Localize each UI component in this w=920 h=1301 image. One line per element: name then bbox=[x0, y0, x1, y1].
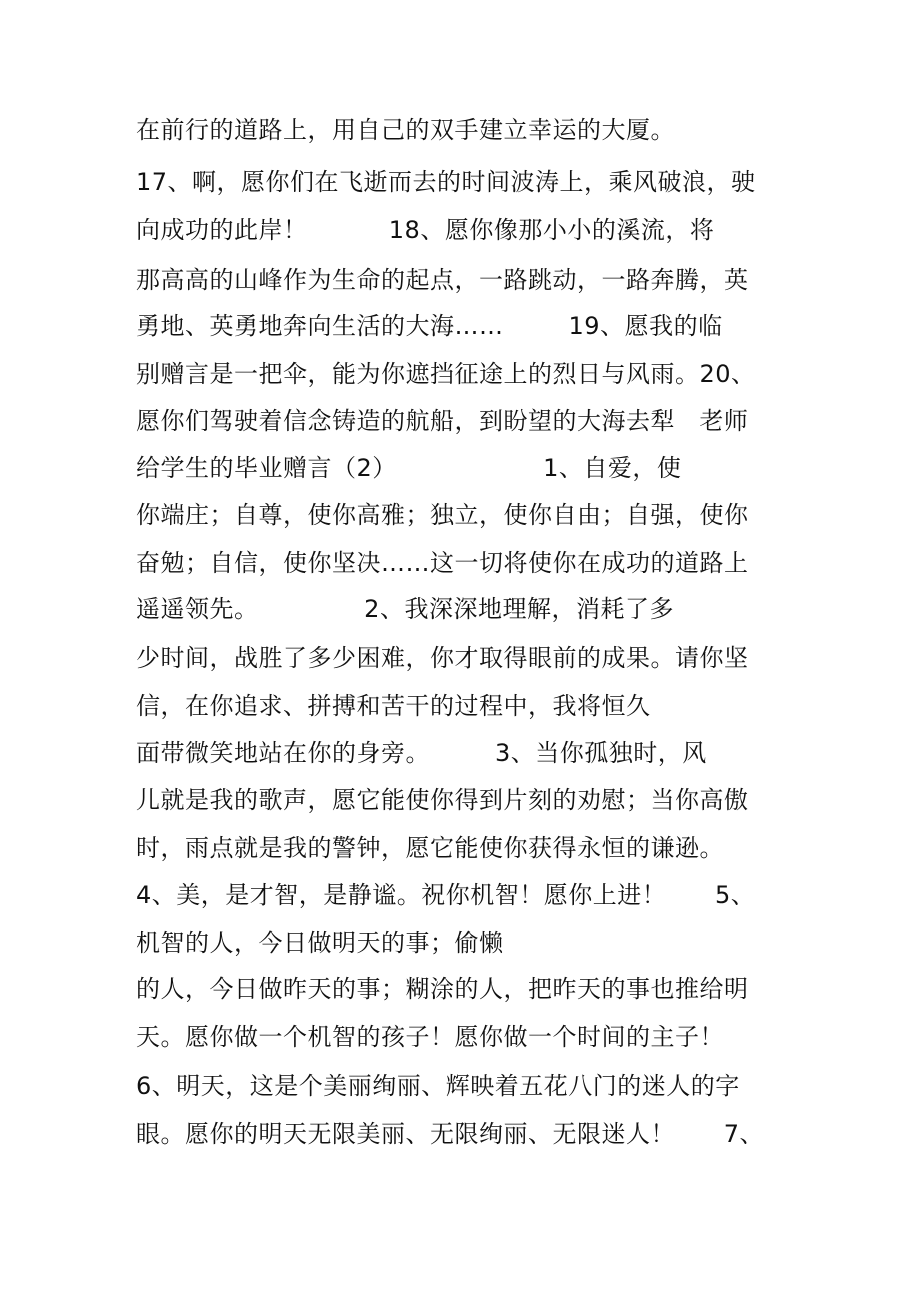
text-line: 面带微笑地站在你的身旁。 3、当你孤独时，风 bbox=[136, 739, 707, 767]
text-line: 眼。愿你的明天无限美丽、无限绚丽、无限迷人！ 7、 bbox=[136, 1120, 765, 1148]
text-line: 愿你们驾驶着信念铸造的航船，到盼望的大海去犁 老师 bbox=[136, 407, 749, 435]
text-line: 的人，今日做昨天的事；糊涂的人，把昨天的事也推给明 bbox=[136, 975, 749, 1003]
text-line: 4、美，是才智，是静谧。祝你机智！愿你上进！ 5、 bbox=[136, 881, 756, 909]
text-line: 6、明天，这是个美丽绚丽、辉映着五花八门的迷人的字 bbox=[136, 1072, 740, 1100]
text-line: 儿就是我的歌声，愿它能使你得到片刻的劝慰；当你高傲 bbox=[136, 786, 749, 814]
text-line: 信，在你追求、拼搏和苦干的过程中，我将恒久 bbox=[136, 692, 651, 720]
text-line: 给学生的毕业赠言（2） 1、自爱，使 bbox=[136, 454, 682, 482]
text-line: 你端庄；自尊，使你高雅；独立，使你自由；自强，使你 bbox=[136, 501, 749, 529]
text-line: 勇地、英勇地奔向生活的大海…… 19、愿我的临 bbox=[136, 312, 723, 340]
text-line: 别赠言是一把伞，能为你遮挡征途上的烈日与风雨。20、 bbox=[136, 360, 756, 388]
text-line: 在前行的道路上，用自己的双手建立幸运的大厦。 bbox=[136, 116, 675, 144]
text-line: 遥遥领先。 2、我深深地理解，消耗了多 bbox=[136, 595, 674, 623]
text-line: 少时间，战胜了多少困难，你才取得眼前的成果。请你坚 bbox=[136, 644, 749, 672]
text-line: 天。愿你做一个机智的孩子！愿你做一个时间的主子！ bbox=[136, 1023, 724, 1051]
text-line: 机智的人，今日做明天的事；偷懒 bbox=[136, 929, 504, 957]
text-line: 时，雨点就是我的警钟，愿它能使你获得永恒的谦逊。 bbox=[136, 834, 724, 862]
text-line: 17、啊，愿你们在飞逝而去的时间波涛上，乘风破浪，驶 bbox=[136, 168, 756, 196]
text-line: 那高高的山峰作为生命的起点，一路跳动，一路奔腾，英 bbox=[136, 266, 749, 294]
text-line: 向成功的此岸！ 18、愿你像那小小的溪流，将 bbox=[136, 216, 715, 244]
text-line: 奋勉；自信，使你坚决……这一切将使你在成功的道路上 bbox=[136, 549, 749, 577]
